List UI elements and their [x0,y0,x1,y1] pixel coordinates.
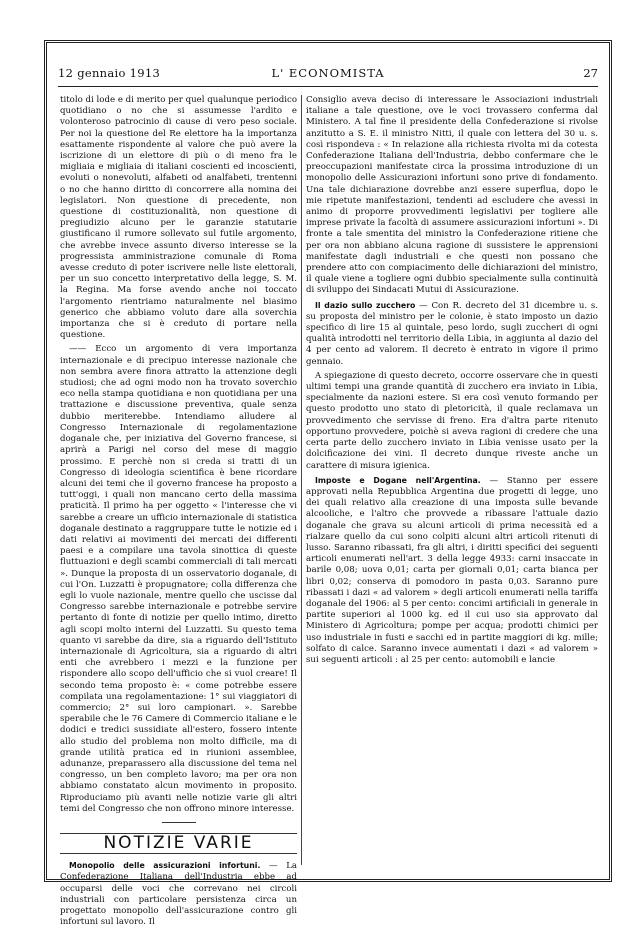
short-separator [162,822,196,823]
column-divider [301,95,302,865]
right-paragraph-3: A spiegazione di questo decreto, occorre osservare che in questi ultimi tempi una grande quantità di zucchero era inviato in Libia, specialmente da nazioni estere. Si era così venuto formando per questo prodotto uno stato di pletoricità, il quale reclamava un provvedimento che servisse di freno. Era d'altra parte ritenuto opportuno provvedere, poichè si aveva ragioni di credere che una certa parte dello zucchero inviato in Libia venisse usato per la dolcificazione dei vini. Il decreto dunque riveste anche un carattere di misura igienica. [306,370,598,471]
rubric-dazio-zucchero: Il dazio sullo zucchero [315,300,416,310]
left-paragraph-3 [60,860,297,928]
rubric-monopolio: Monopolio delle assicurazioni infortuni. [69,861,261,871]
right-paragraph-4 [306,475,598,666]
left-paragraph-3-text: — La Confederazione Italiana dell'Industria ebbe ad occuparsi delle voci che correvano nei circoli industriali con particolare persistenza circa un progettato monopolio dell'assicurazione contro gli infortuni sul lavoro. Il [60,861,298,928]
rubric-argentina: Imposte e Dogane nell'Argentina. [315,475,481,485]
left-paragraph-1: titolo di lode e di merito per quel qualunque periodico quotidiano o no che si assumesse l'ardito e volonteroso patrocinio di cause di vero peso sociale. Per noi la questione del Re elettore ha la importanza esattamente rispondente al valore che può avere la iscrizione di un elettore di più o di meno fra le migliaia e migliaia di italiani coscienti ed incoscienti, evoluti o nonevoluti, alfabeti od analfabeti, trentenni o no che hanno diritto di concorrere alla nomina dei legislatori. Non questione di precedente, non questione di costituzionalità, non questione di pregiudizio alcuno per le garanzie statutarie giustificano il rumore sollevato sul futile argomento, che avrebbe invece assunto diverso interesse se la progressista amministrazione comunale di Roma avesse creduto di poter iscrivere nelle liste elettorali, per un suo concetto interpretativo della legge, S. M. la Regina. Ma forse avendo anche noi toccato l'argomento rientriamo naturalmente nel biasimo generico che abbiamo voluto dare alla soverchia importanza che si è creduto di portare nella questione. [60,95,297,341]
right-paragraph-4-text: — Stanno per essere approvati nella Repubblica Argentina due progetti di legge, uno dei quali relativo alla creazione di una imposta sulle bevande alcooliche, e l'altro che provvede a ribassare l'attuale dazio doganale che grava su alcuni articoli di prima necessità ed a rialzare quello da cui sono colpiti alcuni altri articoli ritenuti di lusso. Saranno ribassati, fra gli altri, i diritti specifici dei seguenti articoli enumerati nell'art. 3 della legge 4933: carni insaccate in barile 0,08; uova 0,01; carta per giornali 0,01; carta bianca per libri 0,02; conserva di pomodoro in pasta 0,03. Saranno pure ribassati i dazi « ad valorem » degli articoli enumerati nella tariffa doganale del 1906: al 5 per cento: concimi artificiali in generale in partite superiori al 1000 kg. ed il cui uso sia approvato dal Ministero di Agricoltura; pompe per acqua; prodotti chimici per uso industriale in fusti e sacchi ed in partite maggiori di kg. mille; solfato di calce. Saranno invece aumentati i dazi « ad valorem » sui seguenti articoli : al 25 per cento: automobili e lancie [306,475,598,665]
right-paragraph-1: Consiglio aveva deciso di interessare le Associazioni industriali italiane a tale questione, ove le voci trovassero conferma dal Ministero. A tal fine il presidente della Confederazione si rivolse anzitutto a S. E. il ministro Nitti, il quale con lettera del 30 u. s. così rispondeva : « In relazione alla richiesta rivolta mi da cotesta Confederazione Italiana dell'Industria, debbo confermare che le preoccupazioni manifestate circa la prossima introduzione di un monopolio delle Assicurazioni infortuni sono prive di fondamento. Una tale dichiarazione dovrebbe anzi essere superflua, dopo le mie ripetute manifestazioni, tendenti ad escludere che avessi in animo di proporre provvedimenti legislativi per togliere alle imprese private la facoltà di assumere assicurazioni infortuni ». Di fronte a tale smentita del ministro la Confederazione ritiene che per ora non abbiano alcuna ragione di sussistere le apprensioni manifestate dagli industriali e che questi non possano che prendere atto con compiacimento delle dichiarazioni del ministro, il quale viene a togliere ogni dubbio specialmente sulla continuità di sviluppo dei Sindacati Mutui di Assicurazione. [306,95,598,296]
right-paragraph-2 [306,300,598,368]
section-title: NOTIZIE VARIE [60,833,297,854]
left-paragraph-2: —— Ecco un argomento di vera importanza internazionale e di precipuo interesse nazionale che non sembra avere finora attratto la attenzione degli studiosi; che ad ogni modo non ha trovato soverchio eco nella stampa quotidiana e non quotidiana per una trattazione e discussione preventiva, quale senza dubbio meriterebbe. Intendiamo alludere al Congresso Internazionale di regolamentazione doganale che, per iniziativa del Governo francese, si aprirà a Parigi nel corso del mese di maggio prossimo. E perchè non si creda si tratti di un Congresso di ideologia scientifica è bene ricordare alcuni dei temi che il governo francese ha proposto a tutt'oggi, i quali non mancano certo della massima praticità. Il primo ha per oggetto « l'interesse che vi sarebbe a creare un ufficio internazionale di statistica doganale destinato a raggruppare tutte le notizie ed i dati relativi ai movimenti dei mercati dei differenti paesi e a compilare una tavola sinottica di queste fluttuazioni e degli scambi commerciali di tali mercati ». Dunque la proposta di un osservatorio doganale, di cui l'On. Luzzatti è propugnatore; colla differenza che egli lo vuole nazionale, mentre quello che uscisse dal Congresso sarebbe internazionale e potrebbe servire pertanto di fonte di notizie per quello intimo, diretto agli scopi molto interni del Luzzatti. Su questo tema quanto vi sarebbe da dire, sia a riguardo dell'Istituto internazionale di Agricoltura, sia a riguardo di altri enti che avrebbero i mezzi e la funzione per rispondere allo scopo dell'ufficio che si vuol creare! Il secondo tema proposto è: « come potrebbe essere compilata una regolamentazione: 1° sui viaggiatori di commercio; 2° sui loro campionari. ». Sarebbe sperabile che le 76 Camere di Commercio italiane e le dodici e tredici sussidiate all'estero, fossero intente allo studio del problema non molto difficile, ma di grande utilità pratica ed in riunioni assemblee, adunanze, preparassero alla discussione del tema nel congresso, un ben completo lavoro; ma per ora non abbiamo constatato alcun movimento in proposito. Riproduciamo più avanti nelle notizie varie gli altri temi del Congresso che non offrono minore interesse. [60,344,297,814]
page-header [58,62,598,84]
header-title: L' ECONOMISTA [271,66,385,80]
left-column [60,95,298,928]
right-paragraph-2-text: — Con R. decreto del 31 dicembre u. s. su proposta del ministro per le colonie, è stato imposto un dazio specifico di lire 15 al quintale, peso lordo, sugli zuccheri di ogni qualità introdotti nel territorio della Libia, in aggiunta al dazio del 4 per cento ad valorem. Il decreto è entrato in vigore il primo gennaio. [306,300,598,367]
header-date: 12 gennaio 1913 [58,66,161,80]
page-number: 27 [583,66,598,80]
right-column [306,95,598,885]
header-rule [58,86,598,87]
